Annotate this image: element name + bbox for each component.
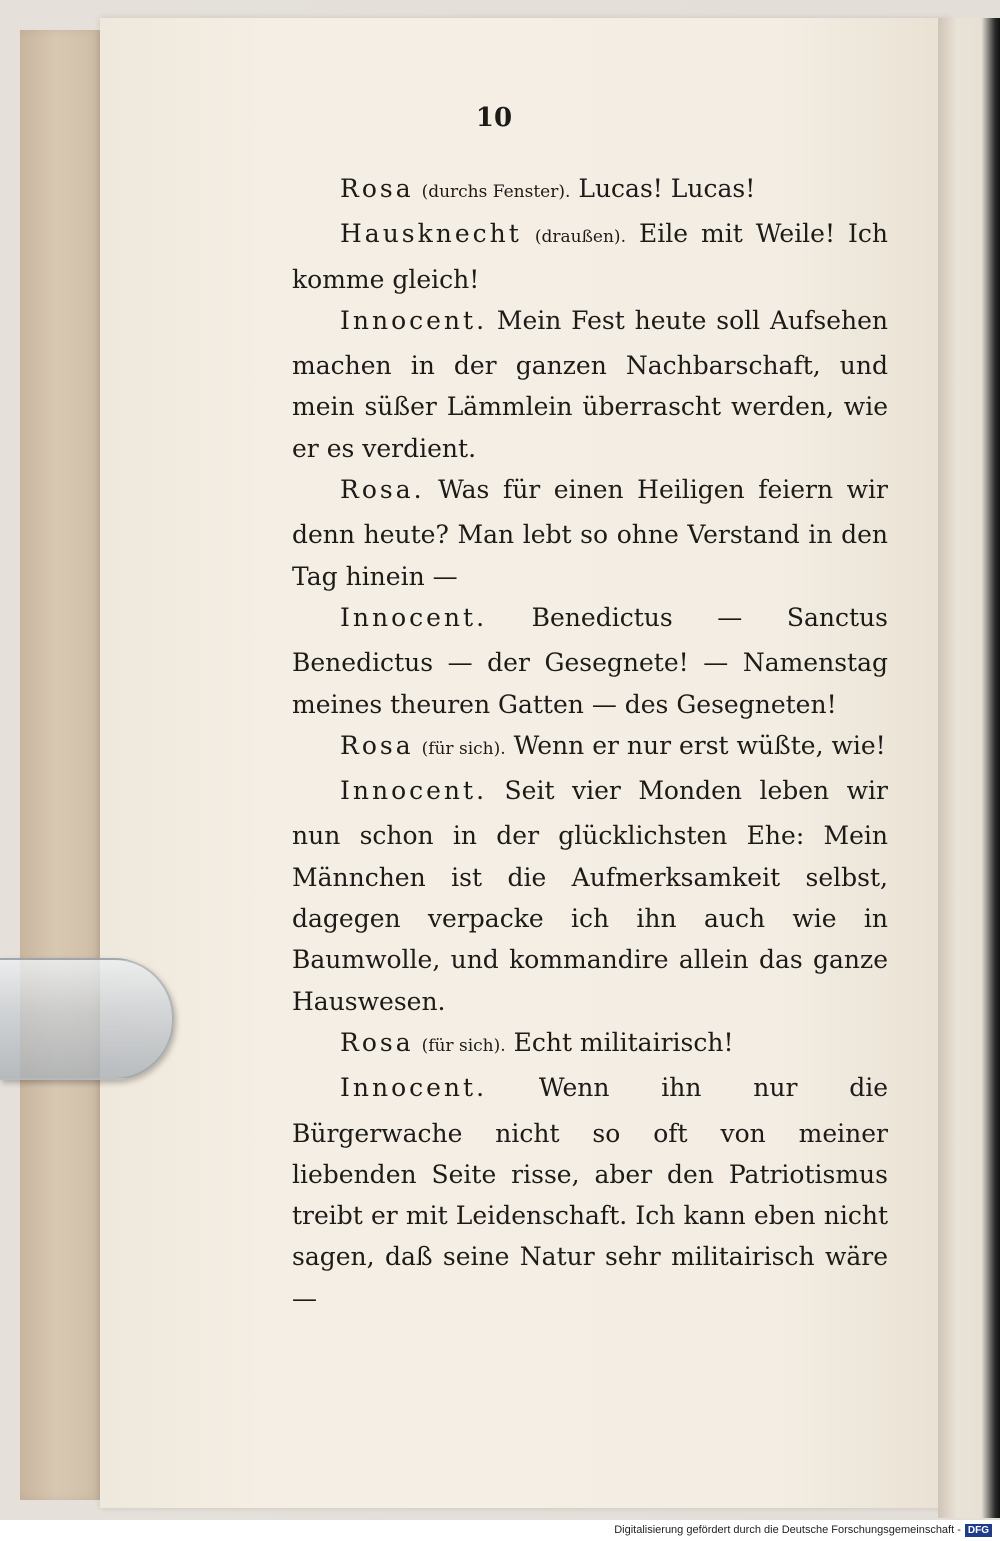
dialogue-text: Echt militairisch! <box>505 1027 734 1057</box>
paragraph <box>292 597 888 725</box>
speaker-name: Rosa <box>340 730 414 760</box>
paragraph <box>292 725 888 770</box>
digitization-footer <box>0 1520 1000 1541</box>
dialogue-text: Seit vier Monden leben wir nun schon in der glücklichsten Ehe: Mein Männchen ist die Aufmerksamkeit selbst, dagegen verpacke ich ihn auch wie in Baumwolle, und kommandire allein das ganze Hauswesen. <box>292 776 888 1016</box>
dialogue-text: Mein Fest heute soll Aufsehen machen in der ganzen Nachbarschaft, und mein süßer Lämmlein überrascht werden, wie er es verdient. <box>292 305 888 463</box>
speaker-name: Innocent. <box>340 602 488 632</box>
dfg-logo: DFG <box>965 1524 992 1537</box>
speaker-name: Rosa. <box>340 475 425 505</box>
paragraph <box>292 1022 888 1067</box>
paragraph <box>292 1067 888 1319</box>
paragraph <box>292 213 888 300</box>
speaker-name: Innocent. <box>340 305 488 335</box>
dialogue-text: Benedictus — Sanctus Benedictus — der Gesegnete! — Namenstag meines theuren Gatten — des Gesegneten! <box>292 602 888 719</box>
paragraph <box>292 300 888 469</box>
dialogue-text: Lucas! Lucas! <box>570 174 756 203</box>
stage-direction: (für sich). <box>421 738 506 759</box>
speaker-name: Rosa <box>340 174 414 203</box>
speaker-name: Hausknecht <box>340 219 522 249</box>
paragraph <box>292 770 888 1022</box>
dialogue-text: Was für einen Heiligen feiern wir denn heute? Man lebt so ohne Verstand in den Tag hinein — <box>292 475 888 591</box>
dialogue-text: Eile mit Weile! Ich komme gleich! <box>292 219 888 294</box>
funding-credit: Digitalisierung gefördert durch die Deutsche Forschungsgemeinschaft - <box>614 1524 961 1536</box>
paragraph <box>292 469 888 597</box>
stage-direction: (durchs Fenster). <box>421 182 571 202</box>
dialogue-text: Wenn ihn nur die Bürgerwache nicht so oft von meiner liebenden Seite risse, aber den Patriotismus treibt er mit Leidenschaft. Ich kann eben nicht sagen, daß seine Natur sehr militairisch wäre — <box>292 1073 888 1313</box>
book-edge-right <box>938 18 1000 1518</box>
plastic-page-clip <box>0 958 174 1080</box>
book-edge-left <box>20 30 102 1500</box>
stage-direction: (für sich). <box>421 1035 506 1056</box>
dialogue-text: Wenn er nur erst wüßte, wie! <box>505 730 886 760</box>
speaker-name: Innocent. <box>340 1073 488 1103</box>
speaker-name: Rosa <box>340 1027 414 1057</box>
page-number: 10 <box>475 103 513 133</box>
speaker-name: Innocent. <box>340 776 488 806</box>
stage-direction: (draußen). <box>534 227 626 248</box>
paragraph <box>292 168 888 213</box>
page-text <box>292 168 888 1319</box>
